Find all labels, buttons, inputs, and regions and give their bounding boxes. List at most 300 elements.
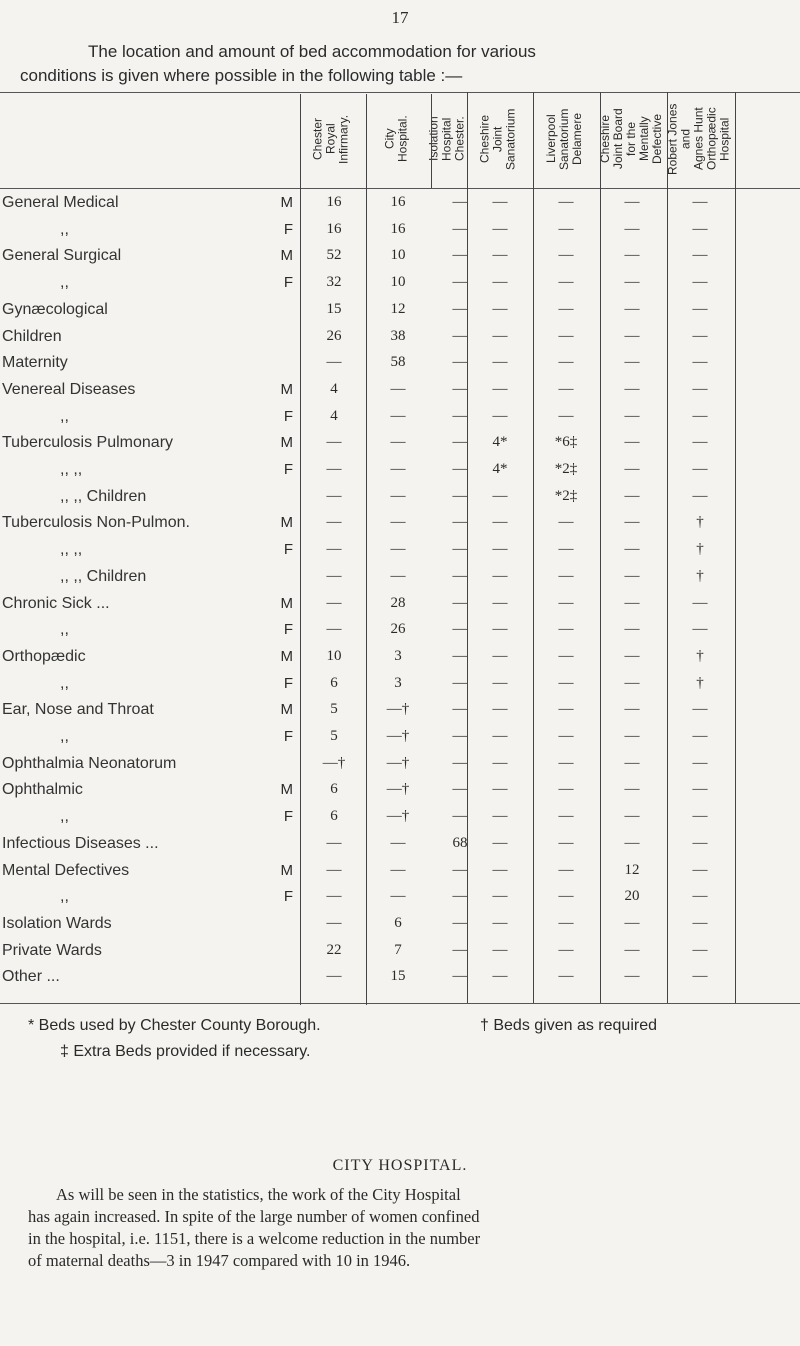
table-cell: — bbox=[558, 728, 574, 744]
table-cell: † bbox=[696, 675, 704, 691]
row-sex: M bbox=[280, 514, 293, 531]
table-cell: — bbox=[624, 488, 640, 504]
table-row bbox=[0, 354, 800, 376]
column-divider bbox=[431, 94, 432, 188]
table-cell: 6 bbox=[330, 808, 338, 824]
table-cell: 16 bbox=[390, 221, 406, 237]
table-cell: — bbox=[558, 755, 574, 771]
row-label: Orthopædic bbox=[2, 648, 86, 665]
table-cell: 12 bbox=[624, 862, 640, 878]
table-cell: — bbox=[492, 354, 508, 370]
table-cell: — bbox=[624, 675, 640, 691]
table-cell: 4 bbox=[330, 381, 338, 397]
intro-line-2: conditions is given where possible in the following table :— bbox=[20, 66, 463, 85]
table-cell: — bbox=[558, 514, 574, 530]
table-row bbox=[0, 968, 800, 990]
table-cell: — bbox=[492, 862, 508, 878]
table-cell: 26 bbox=[390, 621, 406, 637]
row-label: ,, ,, Children bbox=[60, 488, 147, 505]
table-row bbox=[0, 301, 800, 323]
column-header-line: Hospital. bbox=[395, 115, 410, 163]
table-row bbox=[0, 328, 800, 350]
row-label: Ophthalmic bbox=[2, 781, 83, 798]
table-cell: — bbox=[558, 301, 574, 317]
table-cell: — bbox=[326, 568, 342, 584]
row-label: ,, bbox=[60, 888, 69, 905]
table-cell: — bbox=[492, 781, 508, 797]
table-cell: 6 bbox=[394, 915, 402, 931]
table-cell: — bbox=[452, 488, 468, 504]
table-cell: 12 bbox=[390, 301, 406, 317]
row-sex: M bbox=[280, 595, 293, 612]
column-header-line: Delamere bbox=[570, 112, 584, 166]
table-row bbox=[0, 728, 800, 750]
row-label: Tuberculosis Pulmonary bbox=[2, 434, 174, 451]
table-cell: — bbox=[692, 835, 708, 851]
intro-text bbox=[20, 40, 778, 88]
table-cell: — bbox=[452, 755, 468, 771]
column-header-line: Chester bbox=[310, 117, 325, 161]
table-cell: — bbox=[452, 808, 468, 824]
table-cell: — bbox=[452, 247, 468, 263]
table-cell: — bbox=[692, 728, 708, 744]
table-cell: — bbox=[624, 781, 640, 797]
row-sex: M bbox=[280, 247, 293, 264]
column-header-line: Isolation bbox=[426, 116, 441, 162]
table-cell: —† bbox=[386, 701, 410, 717]
table-cell: — bbox=[326, 514, 342, 530]
table-row bbox=[0, 247, 800, 269]
row-label: General Medical bbox=[2, 194, 119, 211]
table-cell: — bbox=[492, 541, 508, 557]
table-cell: — bbox=[624, 514, 640, 530]
table-cell: — bbox=[452, 408, 468, 424]
table-cell: — bbox=[326, 354, 342, 370]
table-cell: — bbox=[492, 755, 508, 771]
table-cell: — bbox=[326, 541, 342, 557]
column-header-line: Mentally bbox=[637, 116, 651, 162]
column-divider bbox=[735, 92, 736, 1003]
column-header-line: Liverpool bbox=[544, 114, 558, 164]
column-header-line: Agnes Hunt bbox=[691, 107, 706, 171]
table-cell: — bbox=[452, 328, 468, 344]
table-cell: — bbox=[624, 461, 640, 477]
table-cell: 4* bbox=[492, 461, 508, 477]
table-cell: — bbox=[326, 862, 342, 878]
row-sex: M bbox=[280, 194, 293, 211]
table-cell: — bbox=[558, 701, 574, 717]
table-cell: 10 bbox=[326, 648, 342, 664]
table-cell: — bbox=[558, 221, 574, 237]
table-cell: — bbox=[624, 541, 640, 557]
table-cell: — bbox=[452, 675, 468, 691]
table-row bbox=[0, 808, 800, 830]
table-cell: — bbox=[492, 728, 508, 744]
row-sex: F bbox=[283, 461, 293, 478]
table-row bbox=[0, 595, 800, 617]
table-cell: — bbox=[558, 648, 574, 664]
table-row bbox=[0, 221, 800, 243]
row-sex: F bbox=[283, 541, 293, 558]
table-cell: — bbox=[492, 701, 508, 717]
table-cell: — bbox=[326, 434, 342, 450]
table-cell: † bbox=[696, 648, 704, 664]
table-cell: — bbox=[452, 621, 468, 637]
row-sex: F bbox=[283, 274, 293, 291]
table-cell: — bbox=[692, 461, 708, 477]
column-header bbox=[598, 96, 665, 182]
table-cell: † bbox=[696, 514, 704, 530]
column-header-line: Sanatorium bbox=[557, 108, 571, 170]
table-cell: — bbox=[558, 247, 574, 263]
column-header-line: Sanatorium bbox=[503, 108, 518, 170]
table-cell: — bbox=[692, 354, 708, 370]
row-label: ,, ,, bbox=[60, 541, 83, 558]
column-header-line: Hospital bbox=[439, 117, 454, 161]
table-cell: — bbox=[624, 408, 640, 424]
paragraph-line-1: As will be seen in the statistics, the work of the City Hospital bbox=[56, 1185, 461, 1204]
table-cell: — bbox=[558, 621, 574, 637]
row-sex: M bbox=[280, 781, 293, 798]
table-cell: — bbox=[326, 595, 342, 611]
bed-accommodation-table bbox=[0, 92, 800, 1002]
city-hospital-paragraph bbox=[28, 1184, 788, 1272]
paragraph-line-2: has again increased. In spite of the large number of women confined bbox=[28, 1207, 480, 1226]
table-cell: — bbox=[492, 968, 508, 984]
table-cell: — bbox=[452, 434, 468, 450]
table-cell: 32 bbox=[326, 274, 342, 290]
table-cell: 5 bbox=[330, 728, 338, 744]
table-cell: 52 bbox=[326, 247, 342, 263]
table-row bbox=[0, 541, 800, 563]
table-row bbox=[0, 621, 800, 643]
table-cell: 10 bbox=[390, 274, 406, 290]
table-cell: — bbox=[492, 621, 508, 637]
row-sex: M bbox=[280, 381, 293, 398]
row-sex: M bbox=[280, 648, 293, 665]
table-cell: —† bbox=[322, 755, 346, 771]
column-header bbox=[364, 96, 429, 182]
table-row bbox=[0, 461, 800, 483]
table-cell: — bbox=[558, 274, 574, 290]
table-cell: — bbox=[624, 621, 640, 637]
table-cell: *6‡ bbox=[554, 434, 578, 450]
row-sex: F bbox=[283, 808, 293, 825]
table-cell: — bbox=[624, 568, 640, 584]
table-cell: — bbox=[452, 194, 468, 210]
table-row bbox=[0, 434, 800, 456]
table-row bbox=[0, 274, 800, 296]
row-sex: F bbox=[283, 621, 293, 638]
table-cell: —† bbox=[386, 781, 410, 797]
table-cell: — bbox=[558, 781, 574, 797]
table-cell: — bbox=[390, 888, 406, 904]
table-cell: — bbox=[452, 461, 468, 477]
table-cell: — bbox=[624, 247, 640, 263]
row-label: Other ... bbox=[2, 968, 60, 985]
table-cell: — bbox=[452, 701, 468, 717]
row-label: Chronic Sick ... bbox=[2, 595, 110, 612]
table-cell: — bbox=[558, 408, 574, 424]
table-cell: —† bbox=[386, 728, 410, 744]
table-cell: 22 bbox=[326, 942, 342, 958]
row-sex: F bbox=[283, 221, 293, 238]
footnote-asterisk: * Beds used by Chester County Borough. bbox=[28, 1017, 321, 1034]
table-cell: — bbox=[624, 354, 640, 370]
table-cell: — bbox=[492, 328, 508, 344]
table-cell: 16 bbox=[326, 194, 342, 210]
row-label: ,, bbox=[60, 808, 69, 825]
table-cell: — bbox=[692, 915, 708, 931]
column-header-line: Cheshire bbox=[477, 114, 492, 164]
column-divider bbox=[533, 92, 534, 1003]
column-header-line: Hospital bbox=[717, 117, 732, 161]
column-divider bbox=[300, 94, 301, 1005]
column-header bbox=[665, 96, 733, 182]
table-cell: — bbox=[390, 381, 406, 397]
table-cell: — bbox=[390, 862, 406, 878]
table-cell: — bbox=[452, 514, 468, 530]
column-header-line: Robert Jones bbox=[665, 103, 680, 175]
table-cell: 16 bbox=[326, 221, 342, 237]
row-label: ,, bbox=[60, 728, 69, 745]
table-cell: — bbox=[692, 808, 708, 824]
table-cell: — bbox=[692, 862, 708, 878]
column-header-line: Defective bbox=[650, 113, 664, 165]
table-cell: — bbox=[624, 755, 640, 771]
table-cell: — bbox=[452, 221, 468, 237]
table-row bbox=[0, 755, 800, 777]
column-header bbox=[298, 96, 364, 182]
column-divider bbox=[600, 92, 601, 1003]
table-cell: 6 bbox=[330, 675, 338, 691]
table-cell: 15 bbox=[326, 301, 342, 317]
table-row bbox=[0, 781, 800, 803]
table-cell: 3 bbox=[394, 648, 402, 664]
table-cell: 26 bbox=[326, 328, 342, 344]
row-label: ,, ,, bbox=[60, 461, 83, 478]
paragraph-line-3: in the hospital, i.e. 1151, there is a welcome reduction in the number bbox=[28, 1229, 481, 1248]
column-header-line: for the bbox=[624, 121, 638, 157]
row-label: Children bbox=[2, 328, 62, 345]
table-row bbox=[0, 862, 800, 884]
table-cell: — bbox=[624, 301, 640, 317]
row-label: Private Wards bbox=[2, 942, 102, 959]
row-label: Gynæcological bbox=[2, 301, 108, 318]
table-cell: — bbox=[326, 888, 342, 904]
table-cell: — bbox=[492, 595, 508, 611]
table-cell: — bbox=[452, 354, 468, 370]
table-cell: — bbox=[326, 488, 342, 504]
table-cell: — bbox=[692, 621, 708, 637]
row-sex: M bbox=[280, 862, 293, 879]
table-cell: — bbox=[326, 968, 342, 984]
column-divider bbox=[366, 94, 367, 1005]
table-cell: — bbox=[692, 328, 708, 344]
column-divider bbox=[667, 92, 668, 1003]
table-cell: — bbox=[692, 888, 708, 904]
table-cell: — bbox=[390, 835, 406, 851]
table-cell: — bbox=[624, 381, 640, 397]
table-row bbox=[0, 835, 800, 857]
table-cell: † bbox=[696, 568, 704, 584]
column-header-line: Orthopædic bbox=[704, 107, 719, 171]
table-cell: — bbox=[452, 862, 468, 878]
table-cell: — bbox=[390, 408, 406, 424]
table-cell: — bbox=[492, 274, 508, 290]
column-header-line: and bbox=[678, 128, 693, 150]
table-cell: — bbox=[624, 434, 640, 450]
table-cell: — bbox=[692, 301, 708, 317]
table-cell: — bbox=[390, 434, 406, 450]
table-cell: 3 bbox=[394, 675, 402, 691]
row-label: Maternity bbox=[2, 354, 68, 371]
column-header-line: Royal bbox=[323, 123, 338, 155]
table-cell: — bbox=[624, 194, 640, 210]
table-cell: — bbox=[452, 648, 468, 664]
intro-line-1: The location and amount of bed accommodation for various bbox=[88, 42, 536, 61]
table-cell: — bbox=[624, 274, 640, 290]
table-cell: — bbox=[558, 808, 574, 824]
table-cell: 38 bbox=[390, 328, 406, 344]
column-header-line: Infirmary. bbox=[336, 114, 351, 164]
table-row bbox=[0, 675, 800, 697]
table-cell: *2‡ bbox=[554, 488, 578, 504]
table-cell: — bbox=[492, 408, 508, 424]
table-cell: —† bbox=[386, 808, 410, 824]
table-cell: — bbox=[492, 194, 508, 210]
table-cell: — bbox=[390, 488, 406, 504]
table-cell: 68 bbox=[452, 835, 468, 851]
table-cell: — bbox=[692, 408, 708, 424]
table-cell: — bbox=[452, 568, 468, 584]
table-cell: — bbox=[326, 461, 342, 477]
table-cell: — bbox=[624, 915, 640, 931]
table-cell: — bbox=[692, 247, 708, 263]
table-cell: — bbox=[558, 568, 574, 584]
table-cell: 4 bbox=[330, 408, 338, 424]
table-row bbox=[0, 408, 800, 430]
table-cell: — bbox=[624, 701, 640, 717]
column-header-line: City bbox=[382, 128, 397, 150]
row-sex: M bbox=[280, 701, 293, 718]
table-row bbox=[0, 514, 800, 536]
column-header-line: Joint Board bbox=[611, 108, 625, 170]
table-cell: — bbox=[558, 968, 574, 984]
row-label: Mental Defectives bbox=[2, 862, 130, 879]
table-cell: — bbox=[452, 541, 468, 557]
table-cell: — bbox=[624, 968, 640, 984]
table-cell: — bbox=[692, 701, 708, 717]
row-label: ,, bbox=[60, 675, 69, 692]
table-cell: — bbox=[692, 942, 708, 958]
table-cell: — bbox=[326, 621, 342, 637]
footnote-double-dagger: ‡ Extra Beds provided if necessary. bbox=[60, 1043, 311, 1060]
row-label: ,, bbox=[60, 221, 69, 238]
table-cell: — bbox=[492, 381, 508, 397]
table-cell: — bbox=[390, 568, 406, 584]
row-label: ,, bbox=[60, 408, 69, 425]
table-cell: — bbox=[492, 888, 508, 904]
table-cell: — bbox=[692, 274, 708, 290]
table-cell: — bbox=[692, 221, 708, 237]
paragraph-line-4: of maternal deaths—3 in 1947 compared with 10 in 1946. bbox=[28, 1251, 411, 1270]
row-sex: F bbox=[283, 408, 293, 425]
table-cell: — bbox=[558, 888, 574, 904]
table-cell: 6 bbox=[330, 781, 338, 797]
footnote-dagger: † Beds given as required bbox=[480, 1017, 657, 1034]
table-cell: — bbox=[624, 728, 640, 744]
table-cell: — bbox=[492, 221, 508, 237]
table-cell: — bbox=[390, 514, 406, 530]
table-cell: — bbox=[558, 915, 574, 931]
table-cell: 7 bbox=[394, 942, 402, 958]
table-rule bbox=[0, 188, 800, 189]
table-cell: — bbox=[492, 915, 508, 931]
column-header-line: Joint bbox=[490, 126, 505, 152]
table-cell: — bbox=[558, 675, 574, 691]
table-cell: † bbox=[696, 541, 704, 557]
table-cell: 10 bbox=[390, 247, 406, 263]
column-header bbox=[531, 96, 598, 182]
table-cell: 20 bbox=[624, 888, 640, 904]
table-cell: — bbox=[692, 968, 708, 984]
table-cell: — bbox=[492, 808, 508, 824]
table-cell: 15 bbox=[390, 968, 406, 984]
row-label: Ophthalmia Neonatorum bbox=[2, 755, 177, 772]
table-cell: — bbox=[624, 595, 640, 611]
table-cell: — bbox=[692, 381, 708, 397]
table-cell: — bbox=[492, 568, 508, 584]
table-cell: — bbox=[452, 301, 468, 317]
row-label: General Surgical bbox=[2, 247, 122, 264]
table-cell: — bbox=[492, 301, 508, 317]
table-cell: *2‡ bbox=[554, 461, 578, 477]
row-label: ,, bbox=[60, 274, 69, 291]
table-cell: — bbox=[452, 781, 468, 797]
page-number: 17 bbox=[391, 8, 409, 27]
column-divider bbox=[467, 92, 468, 1003]
table-cell: — bbox=[624, 221, 640, 237]
row-sex: F bbox=[283, 888, 293, 905]
column-header-line: Chester. bbox=[452, 116, 467, 162]
table-cell: — bbox=[624, 648, 640, 664]
table-cell: — bbox=[452, 942, 468, 958]
table-row bbox=[0, 381, 800, 403]
table-row bbox=[0, 888, 800, 910]
table-cell: — bbox=[326, 915, 342, 931]
table-row bbox=[0, 568, 800, 590]
footnote-line-1 bbox=[28, 1017, 657, 1035]
row-label: Isolation Wards bbox=[2, 915, 112, 932]
table-cell: —† bbox=[386, 755, 410, 771]
table-row bbox=[0, 488, 800, 510]
table-cell: — bbox=[624, 328, 640, 344]
row-label: Ear, Nose and Throat bbox=[2, 701, 154, 718]
table-cell: — bbox=[452, 728, 468, 744]
table-cell: 58 bbox=[390, 354, 406, 370]
row-sex: M bbox=[280, 434, 293, 451]
table-cell: — bbox=[452, 968, 468, 984]
table-cell: — bbox=[452, 888, 468, 904]
table-cell: — bbox=[390, 541, 406, 557]
table-cell: — bbox=[492, 514, 508, 530]
table-cell: — bbox=[558, 595, 574, 611]
table-cell: — bbox=[558, 862, 574, 878]
column-header bbox=[465, 96, 531, 182]
table-cell: — bbox=[326, 835, 342, 851]
table-cell: — bbox=[390, 461, 406, 477]
